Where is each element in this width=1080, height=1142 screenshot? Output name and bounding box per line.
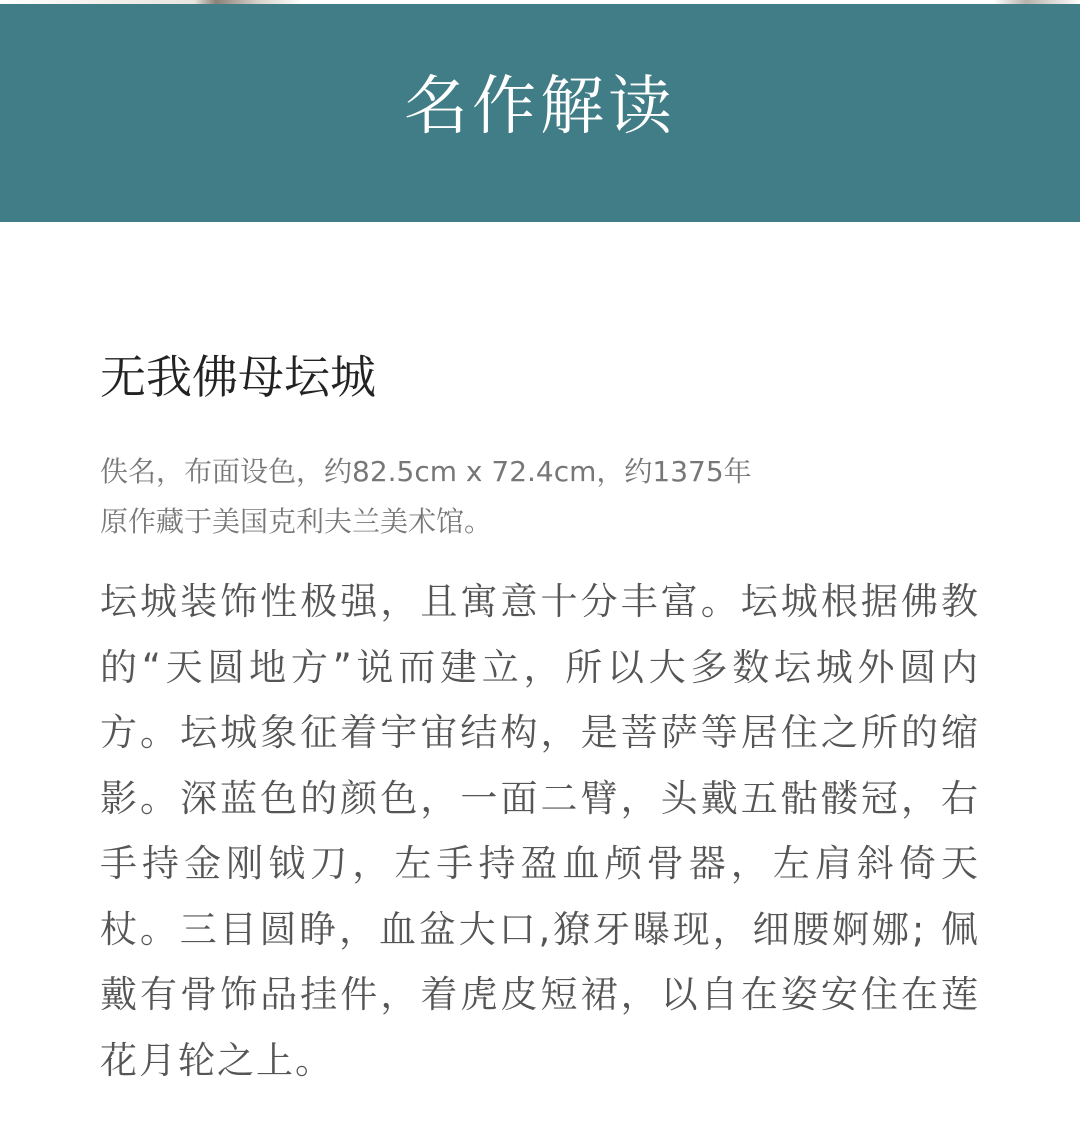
artwork-meta-line-2: 原作藏于美国克利夫兰美术馆。 bbox=[100, 505, 493, 538]
header-banner bbox=[0, 4, 1080, 222]
artwork-description: 坛城装饰性极强，且寓意十分丰富。坛城根据佛教的“天圆地方”说而建立，所以大多数坛城外圆内方。坛城象征着宇宙结构，是菩萨等居住之所的缩影。深蓝色的颜色，一面二臂，头戴五骷髅冠，右手持金刚钺刀，左手持盈血颅骨器，左肩斜倚天杖。三目圆睁，血盆大口,獠牙曝现，细腰婀娜; 佩戴有骨饰品挂件，着虎皮短裙，以自在姿安住在莲花月轮之上。 bbox=[100, 580, 980, 1082]
artwork-meta-line-1: 佚名，布面设色，约82.5cm x 72.4cm，约1375年 bbox=[100, 455, 752, 488]
artwork-section bbox=[100, 345, 980, 1093]
page-title: 名作解读 bbox=[404, 70, 676, 144]
artwork-meta bbox=[100, 447, 980, 547]
artwork-title: 无我佛母坛城 bbox=[100, 350, 376, 404]
